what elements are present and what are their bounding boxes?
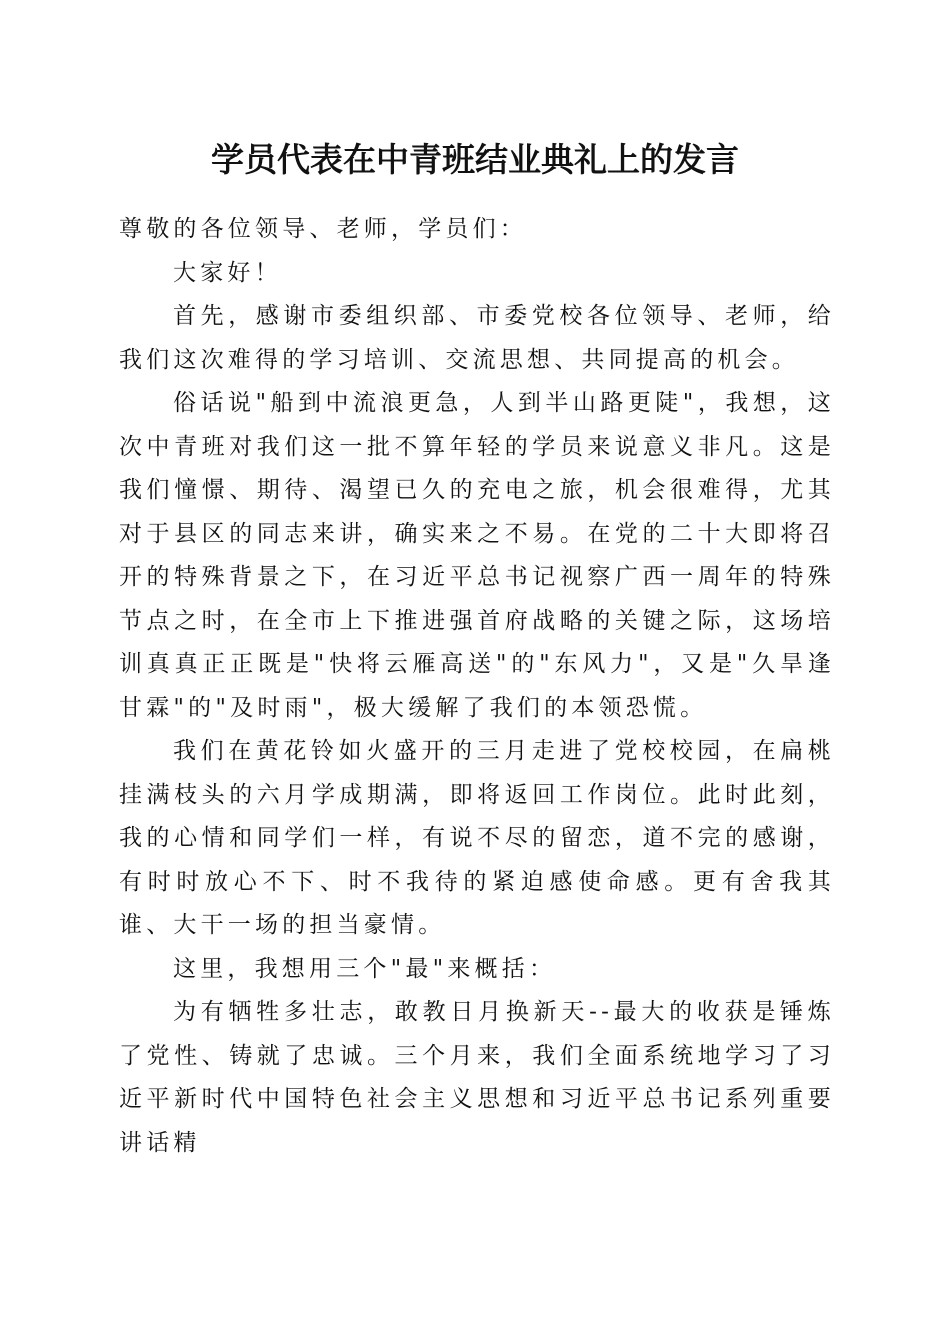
- paragraph-three-mosts-intro: 这里，我想用三个"最"来概括：: [173, 955, 557, 982]
- paragraph-greeting: 大家好！: [173, 259, 282, 286]
- document-title: 学员代表在中青班结业典礼上的发言: [211, 140, 739, 179]
- salutation: 尊敬的各位领导、老师，学员们：: [119, 216, 527, 242]
- paragraph-significance: 俗话说"船到中流浪更急，人到半山路更陡"，我想，这次中青班对我们这一批不算年轻的学员来说意义非凡。这是我们憧憬、期待、渴望已久的充电之旅，机会很难得，尤其对于县区的同志来讲，确实来之不易。在党的二十大即将召开的特殊背景之下，在习近平总书记视察广西一周年的特殊节点之时，在全市上下推进强首府战略的关键之际，这场培训真真正正既是"快将云雁高送"的"东风力"，又是"久旱逢甘霖"的"及时雨"，极大缓解了我们的本领恐慌。: [119, 390, 835, 721]
- paragraph-thanks: 首先，感谢市委组织部、市委党校各位领导、老师，给我们这次难得的学习培训、交流思想、共同提高的机会。: [119, 303, 835, 373]
- paragraph-feelings: 我们在黄花铃如火盛开的三月走进了党校校园，在扁桃挂满枝头的六月学成期满，即将返回工作岗位。此时此刻，我的心情和同学们一样，有说不尽的留恋，道不完的感谢，有时时放心不下、时不我待的紧迫感使命感。更有舍我其谁、大干一场的担当豪情。: [119, 738, 835, 938]
- document-body: [119, 208, 835, 1165]
- paragraph-first-most: 为有牺牲多壮志，敢教日月换新天--最大的收获是锤炼了党性、铸就了忠诚。三个月来，我们全面系统地学习了习近平新时代中国特色社会主义思想和习近平总书记系列重要讲话精: [119, 999, 835, 1156]
